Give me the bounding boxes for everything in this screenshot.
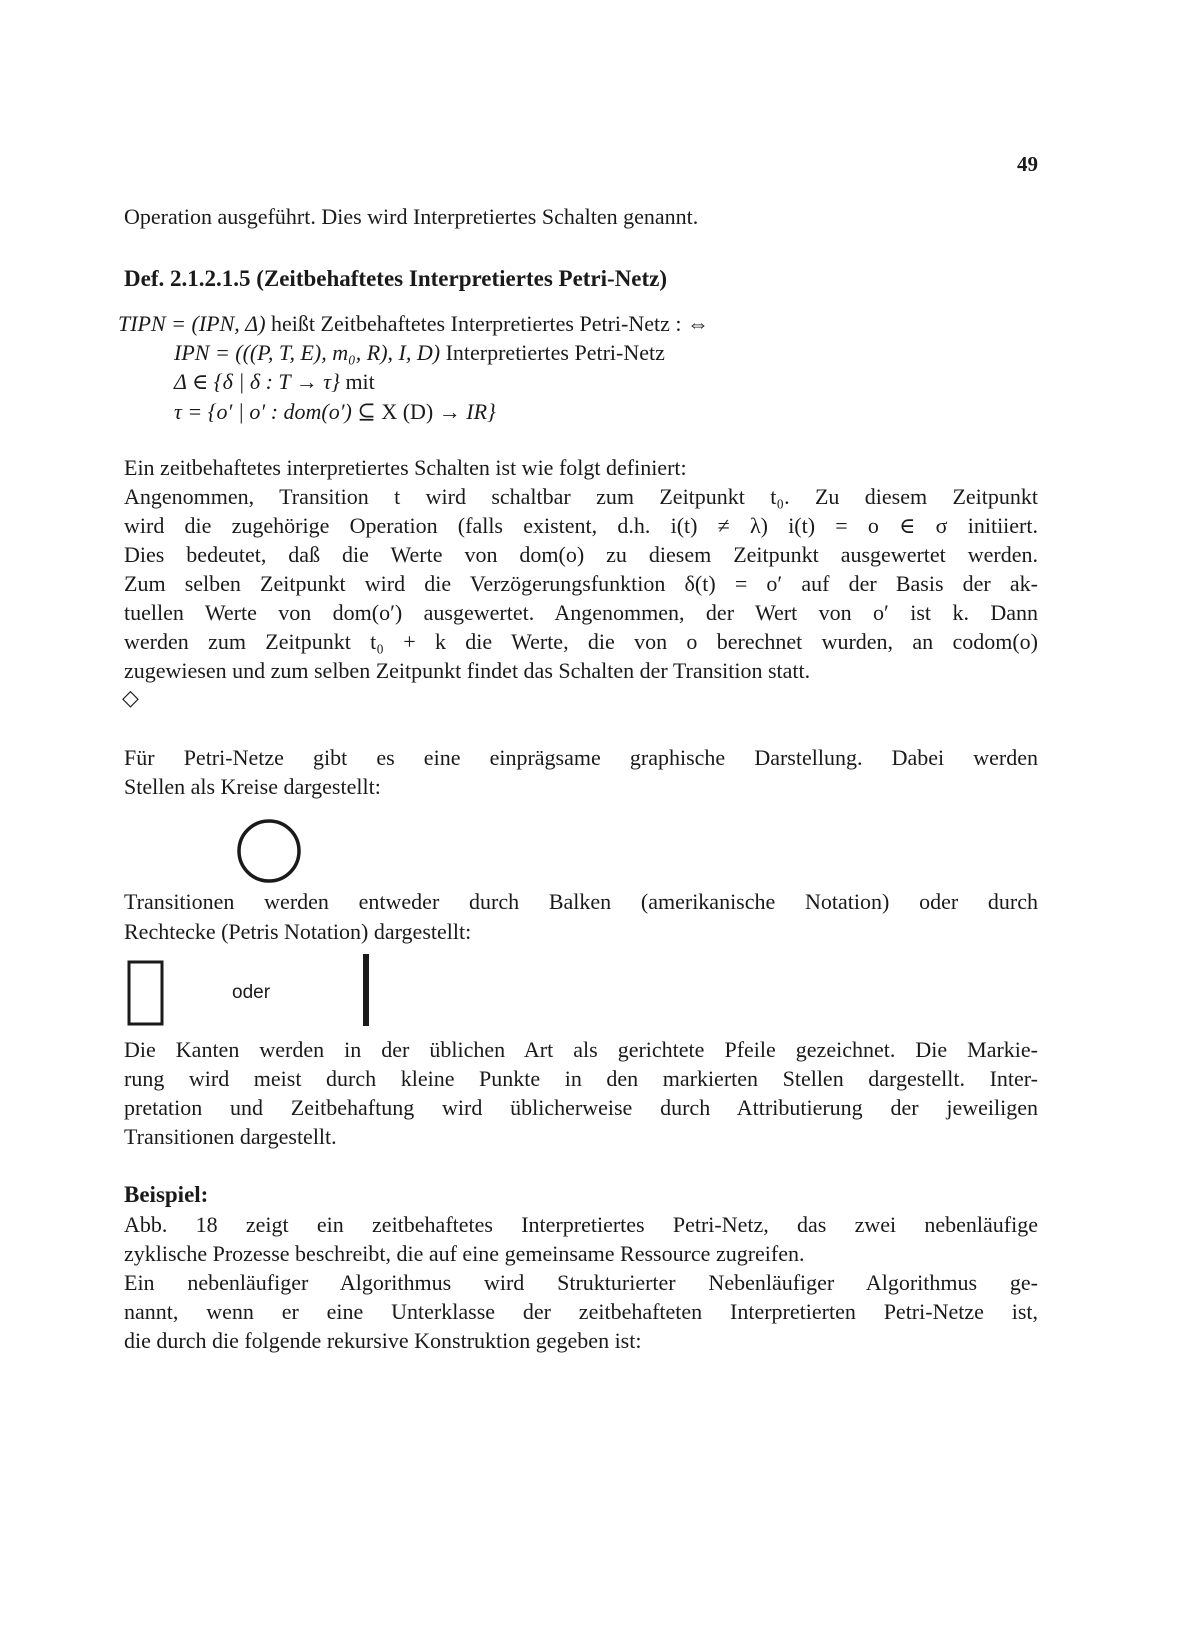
definition-line-2-math: IPN = (((P, T, E), m₀, R), I, D) [174,340,441,365]
transition-bar-figure [356,950,376,1032]
definition-line-2-text: Interpretiertes Petri-Netz [445,340,665,365]
definition-line-4-math-a: τ = {o′ | o′ : dom(o′) ⊆ [174,399,376,424]
text-line: Abb. 18 zeigt ein zeitbehaftetes Interpretiertes Petri-Netz, das zwei nebenläufige [124,1212,1038,1237]
text-line: Stellen als Kreise dargestellt: [124,774,381,799]
page-number: 49 [1017,152,1038,176]
transition-bar-icon [363,954,369,1026]
transition-rectangle-figure [122,958,176,1030]
definition-line-2 [174,338,665,368]
text-line: Zum selben Zeitpunkt wird die Verzögerungsfunktion δ(t) = o′ auf der Basis der ak- [124,571,1038,596]
transition-separator: oder [232,982,271,1003]
example-heading: Beispiel: [124,1182,209,1207]
text-line: die durch die folgende rekursive Konstruktion gegeben ist: [124,1328,642,1353]
transition-rectangle-icon [129,962,162,1024]
definition-line-3 [174,367,375,397]
equivalence-symbol: ⇔ [687,311,710,336]
text-line: Rechtecke (Petris Notation) dargestellt: [124,919,472,944]
definition-line-1-math: TIPN = (IPN, Δ) [118,311,266,336]
text-line: Transitionen werden entweder durch Balken (amerikanische Notation) oder durch [124,889,1038,914]
text-line: werden zum Zeitpunkt t₀ + k die Werte, die von o berechnet wurden, an codom(o) [124,629,1038,654]
text-line: Ein zeitbehaftetes interpretiertes Schalten ist wie folgt definiert: [124,455,687,480]
definition-line-4 [174,397,496,427]
text-line: zugewiesen und zum selben Zeitpunkt findet das Schalten der Transition statt. [124,658,811,683]
definition-title: Def. 2.1.2.1.5 (Zeitbehaftetes Interpretiertes Petri-Netz) [124,266,668,291]
place-circle-figure [230,815,308,887]
text-line: nannt, wenn er eine Unterklasse der zeitbehafteten Interpretierten Petri-Netze ist, [124,1299,1038,1324]
definition-line-1-text: heißt Zeitbehaftetes Interpretiertes Petri-Netz : [271,311,682,336]
text-line: Die Kanten werden in der üblichen Art als gerichtete Pfeile gezeichnet. Die Markie- [124,1037,1038,1062]
text-line: wird die zugehörige Operation (falls existent, d.h. i(t) ≠ λ) i(t) = o ∈ σ initiiert. [124,513,1038,538]
text-line: Dies bedeutet, daß die Werte von dom(o) zu diesem Zeitpunkt ausgewertet werden. [124,542,1038,567]
definition-line-1 [118,309,709,339]
text-line: zyklische Prozesse beschreibt, die auf eine gemeinsame Ressource zugreifen. [124,1241,805,1266]
text-line: tuellen Werte von dom(o′) ausgewertet. Angenommen, der Wert von o′ ist k. Dann [124,600,1038,625]
text-line: Angenommen, Transition t wird schaltbar zum Zeitpunkt t₀. Zu diesem Zeitpunkt [124,484,1038,509]
place-circle-icon [239,821,299,881]
definition-line-3-text: mit [345,369,375,394]
end-of-definition-diamond-icon: ◇ [122,686,139,711]
text-line: pretation und Zeitbehaftung wird üblicherweise durch Attributierung der jeweiligen [124,1095,1038,1120]
text-line: rung wird meist durch kleine Punkte in den markierten Stellen dargestellt. Inter- [124,1066,1038,1091]
definition-line-3-math: Δ ∈ {δ | δ : T → τ} [174,369,340,394]
text-line: Für Petri-Netze gibt es eine einprägsame graphische Darstellung. Dabei werden [124,745,1038,770]
text-line: Ein nebenläufiger Algorithmus wird Strukturierter Nebenläufiger Algorithmus ge- [124,1270,1038,1295]
text-line: Operation ausgeführt. Dies wird Interpretiertes Schalten genannt. [124,204,699,229]
text-line: Transitionen dargestellt. [124,1124,337,1149]
definition-line-4-math-b: → IR} [438,399,496,424]
definition-line-4-text: X (D) [381,399,434,424]
